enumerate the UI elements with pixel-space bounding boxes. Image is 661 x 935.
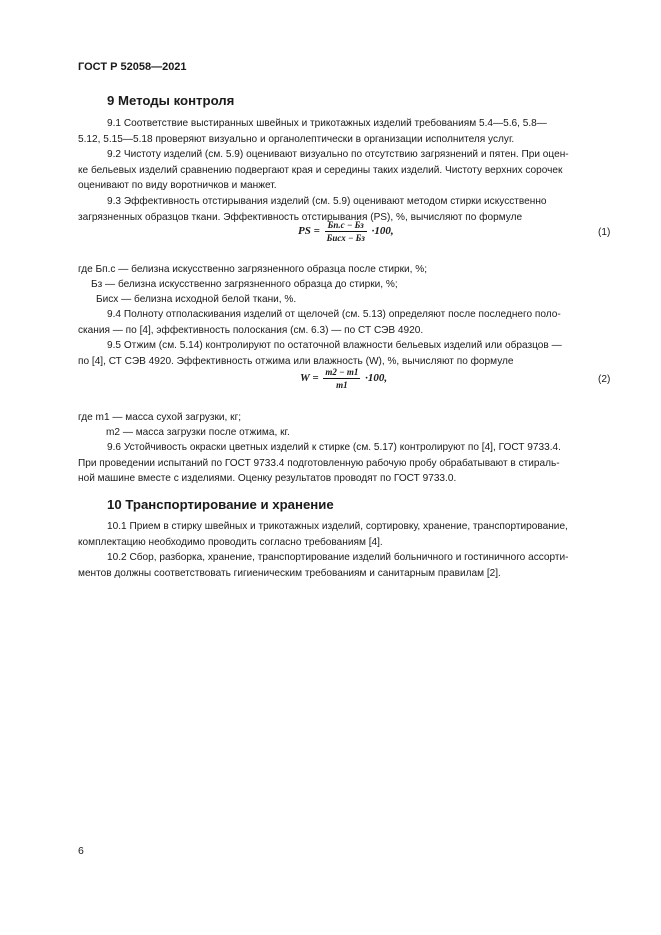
section-9-body-a (78, 116, 616, 225)
para-9-4-line-2: скания — по [4], эффективность полоскания (см. 6.3) — по СТ СЭВ 4920. (78, 324, 424, 336)
para-9-6-line-2: При проведении испытаний по ГОСТ 9733.4 подготовленную рабочую пробу обрабатывают в стираль- (78, 457, 560, 469)
legend-2-line-2: m2 — масса загрузки после отжима, кг. (106, 427, 290, 438)
legend-1-line-3: Бисх — белизна исходной белой ткани, %. (96, 294, 297, 305)
formula-2-fraction (323, 367, 360, 390)
para-9-3-line-2: загрязненных образцов ткани. Эффективность отстирывания (PS), %, вычисляют по формуле (78, 211, 523, 223)
para-9-4-line-1: 9.4 Полноту отполаскивания изделий от щелочей (см. 5.13) определяют после последнего поло- (107, 309, 561, 320)
section-9-body-c (78, 440, 616, 487)
formula-1-denominator: Бисх − Бз (326, 233, 365, 243)
formula-2-denominator: m1 (336, 380, 348, 390)
para-9-2-line-1: 9.2 Чистоту изделий (см. 5.9) оценивают визуально по отсутствию загрязнений и пятен. При оцен- (107, 149, 569, 161)
formula-2-tail: ·100, (365, 372, 388, 385)
formula-2-number: (2) (598, 374, 611, 385)
formula-2-numerator: m2 − m1 (325, 367, 359, 377)
para-9-5-line-2: по [4], СТ СЭВ 4920. Эффективность отжима или влажность (W), %, вычисляют по формуле (78, 355, 514, 367)
para-10-2-line-1: 10.2 Сбор, разборка, хранение, транспортирование изделий больничного и гостиничного ассорти- (107, 552, 569, 564)
para-9-3-line-1: 9.3 Эффективность отстирывания изделий (см. 5.9) оценивают методом стирки искусственно (107, 195, 547, 207)
legend-1-line-2: Бз — белизна искусственно загрязненного образца до стирки, %; (91, 279, 398, 290)
para-9-6-line-3: ной машине вместе с изделиями. Оценку результатов проводят по ГОСТ 9733.0. (78, 473, 457, 485)
formula-1-number: (1) (598, 227, 611, 238)
para-9-6-line-1: 9.6 Устойчивость окраски цветных изделий к стирке (см. 5.17) контролируют по [4], ГОСТ 9733.4. (107, 442, 561, 453)
para-9-1-line-1: 9.1 Соответствие выстиранных швейных и трикотажных изделий требованиям 5.4—5.6, 5.8— (107, 118, 547, 129)
section-9-title: 9 Методы контроля (107, 93, 235, 108)
formula-1-tail: ·100, (371, 225, 394, 238)
para-9-5-line-1: 9.5 Отжим (см. 5.14) контролируют по остаточной влажности бельевых изделий или образцов — (107, 340, 562, 352)
section-10-title: 10 Транспортирование и хранение (107, 497, 334, 512)
formula-2 (300, 367, 387, 390)
formula-2-lhs: W = (300, 372, 319, 385)
formula-1-lhs: PS = (298, 225, 320, 238)
formula-1 (298, 220, 394, 243)
document-header: ГОСТ Р 52058—2021 (78, 61, 187, 73)
para-9-2-line-3: оценивают по виду воротничков и манжет. (78, 180, 277, 192)
legend-2-line-1: где m1 — масса сухой загрузки, кг; (78, 412, 242, 423)
para-9-2-line-2: ке бельевых изделий сравнению подвергают края и середины таких изделий. Чистоту верхних сорочек (78, 164, 563, 176)
para-10-1-line-2: комплектацию необходимо проводить согласно требованиям [4]. (78, 536, 383, 548)
para-10-2-line-2: ментов должны соответствовать гигиеническим требованиям и санитарным правилам [2]. (78, 567, 501, 579)
para-10-1-line-1: 10.1 Прием в стирку швейных и трикотажных изделий, сортировку, хранение, транспортирование, (107, 521, 568, 532)
section-9-body-b (78, 307, 616, 369)
formula-1-fraction (325, 220, 367, 243)
legend-1-line-1: где Бп.с — белизна искусственно загрязненного образца после стирки, %; (78, 264, 428, 275)
page-number: 6 (78, 845, 84, 857)
section-10-body (78, 519, 616, 581)
para-9-1-line-2: 5.12, 5.15—5.18 проверяют визуально и органолептически в организации исполнителя услуг. (78, 133, 515, 145)
formula-1-numerator: Бп.с − Бз (325, 220, 367, 232)
